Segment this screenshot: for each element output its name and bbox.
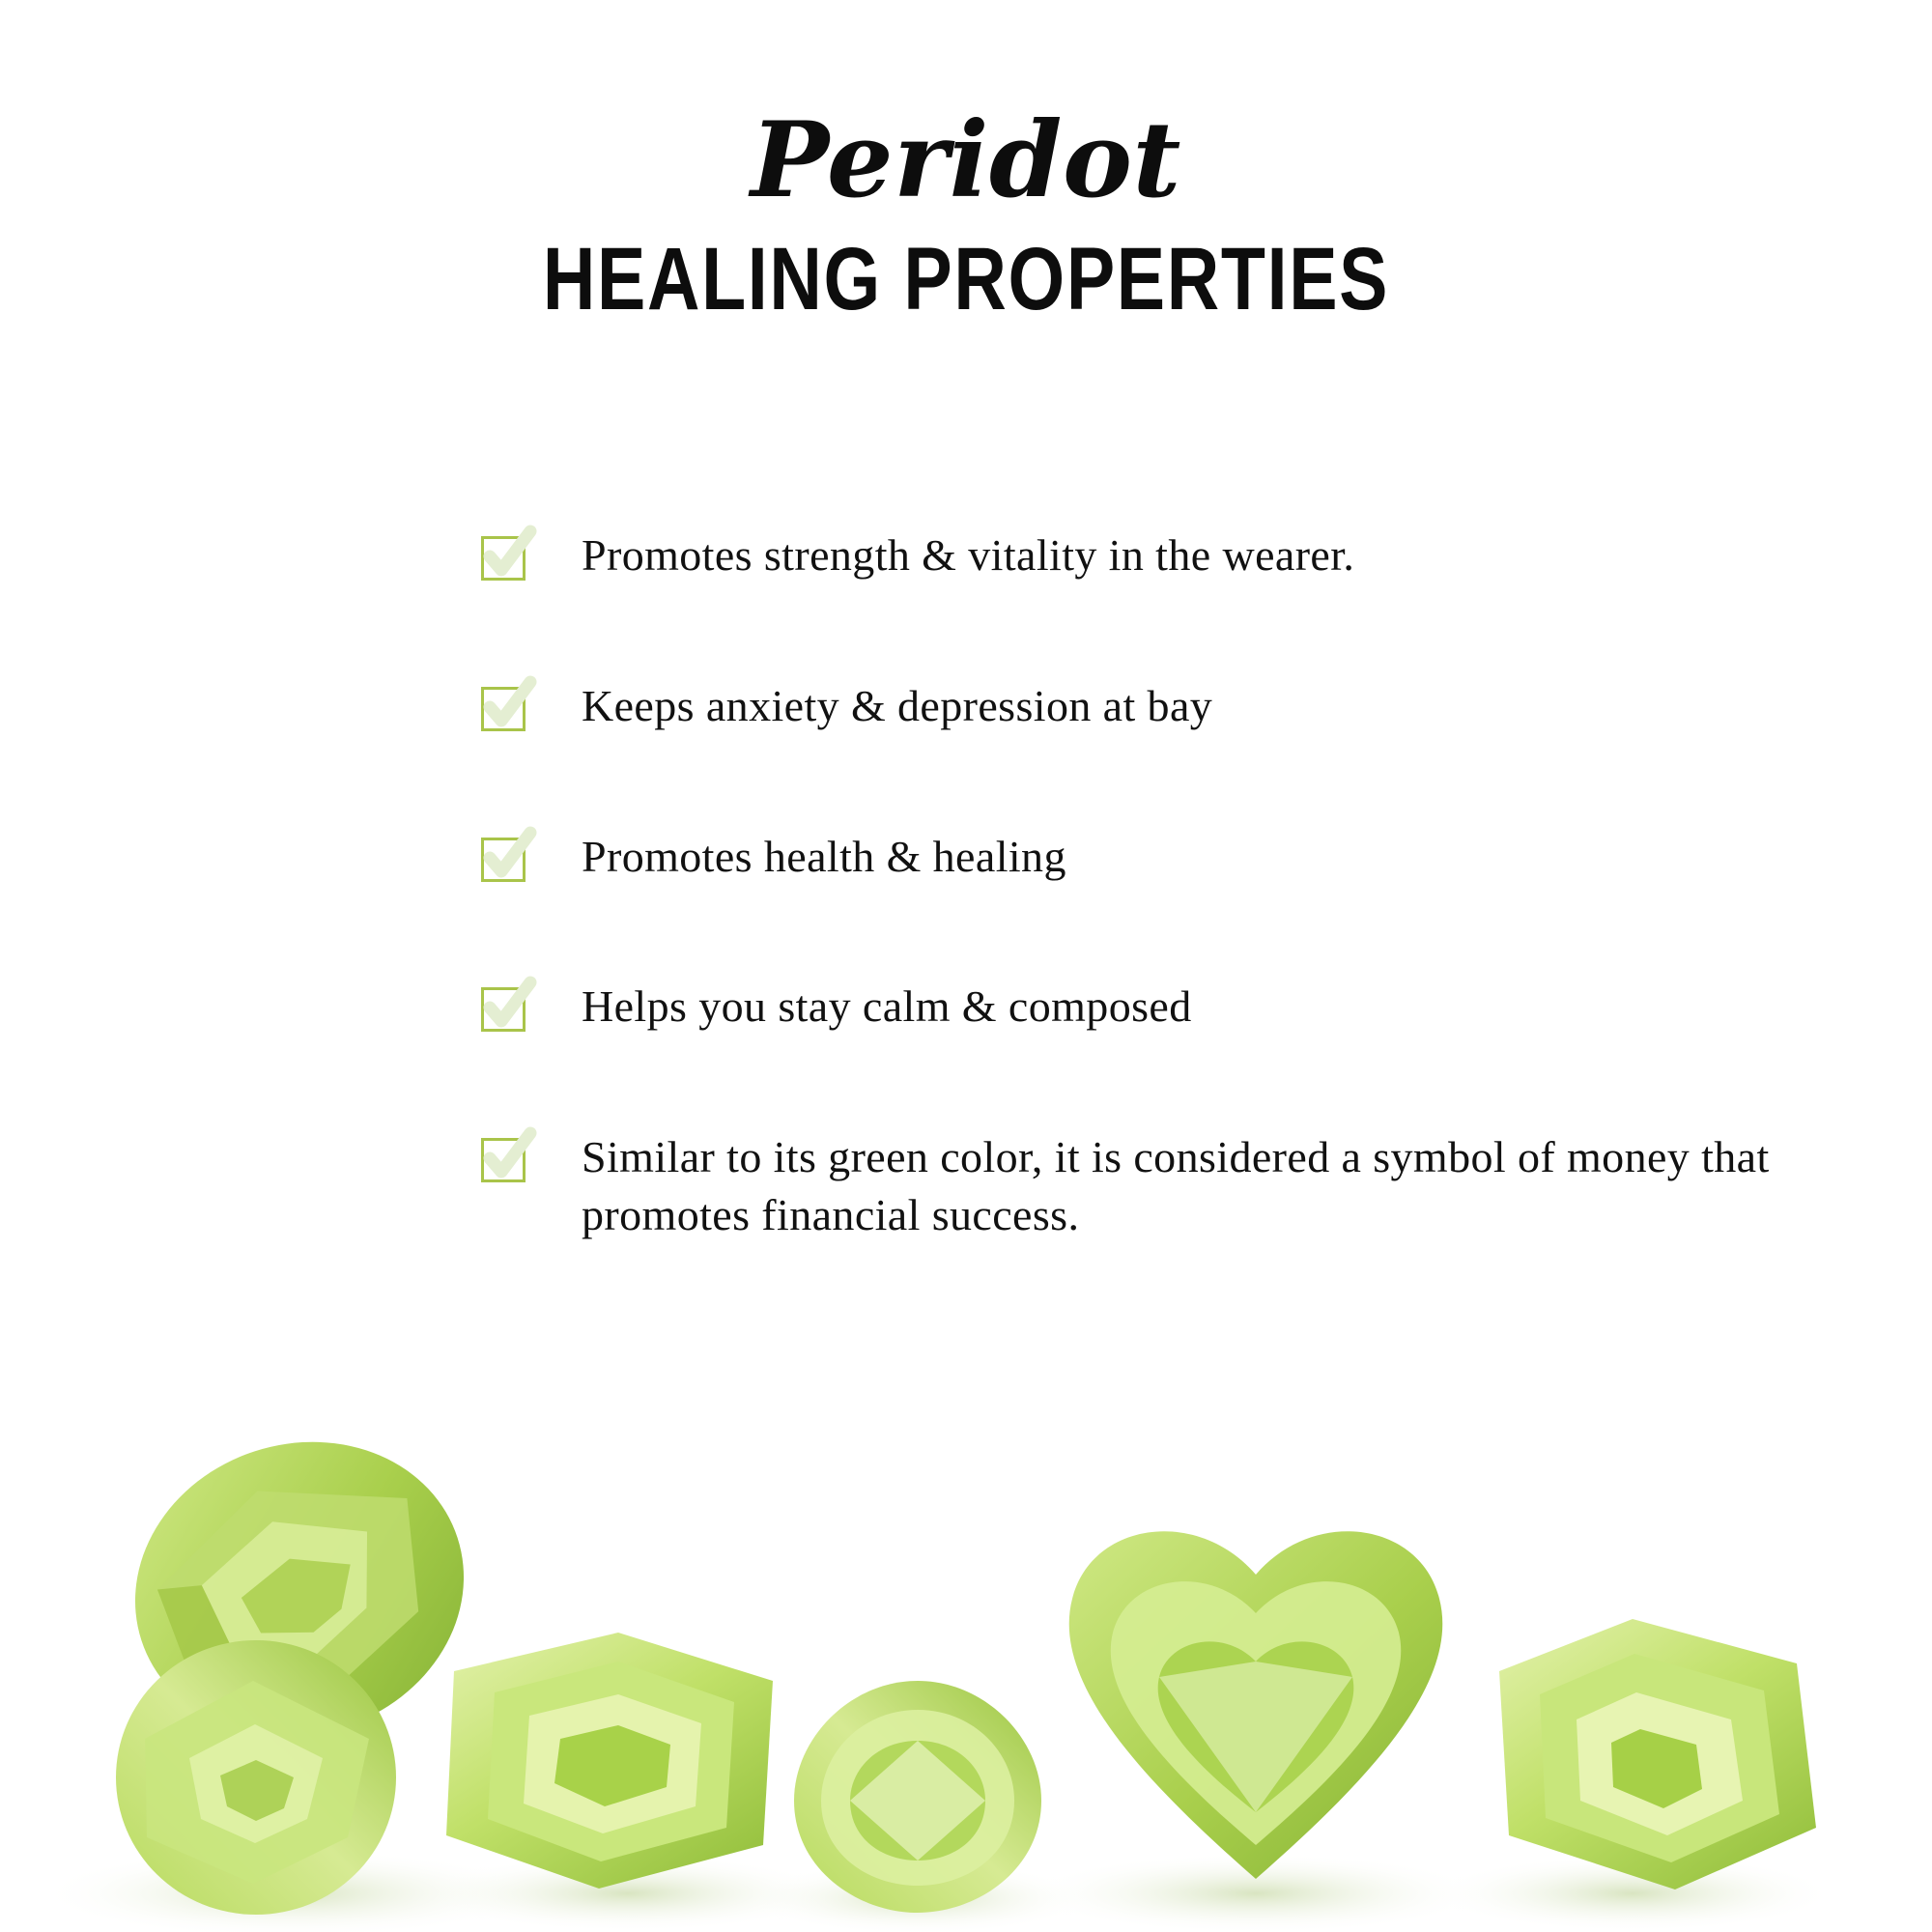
list-item (481, 1128, 1795, 1244)
page-title-main: HEALING PROPERTIES (542, 230, 1390, 329)
list-item-label: Promotes health & healing (582, 831, 1066, 881)
list-item-label: Helps you stay calm & composed (582, 981, 1192, 1032)
checkbox-checked-icon (481, 687, 526, 731)
list-item (481, 978, 1795, 1036)
page-title-script: Peridot (751, 99, 1181, 221)
healing-properties-list (481, 526, 1795, 1244)
checkbox-checked-icon (481, 1138, 526, 1182)
peridot-gemstones-photo (0, 1391, 1932, 1932)
list-item-label: Promotes strength & vitality in the wearer. (582, 530, 1355, 580)
list-item (481, 677, 1795, 735)
list-item (481, 828, 1795, 886)
list-item (481, 526, 1795, 584)
checkbox-checked-icon (481, 987, 526, 1032)
list-item-label: Similar to its green color, it is considered a symbol of money that promotes financial success. (582, 1132, 1770, 1239)
checkbox-checked-icon (481, 838, 526, 882)
header (0, 99, 1932, 329)
list-item-label: Keeps anxiety & depression at bay (582, 680, 1213, 730)
checkbox-checked-icon (481, 536, 526, 581)
